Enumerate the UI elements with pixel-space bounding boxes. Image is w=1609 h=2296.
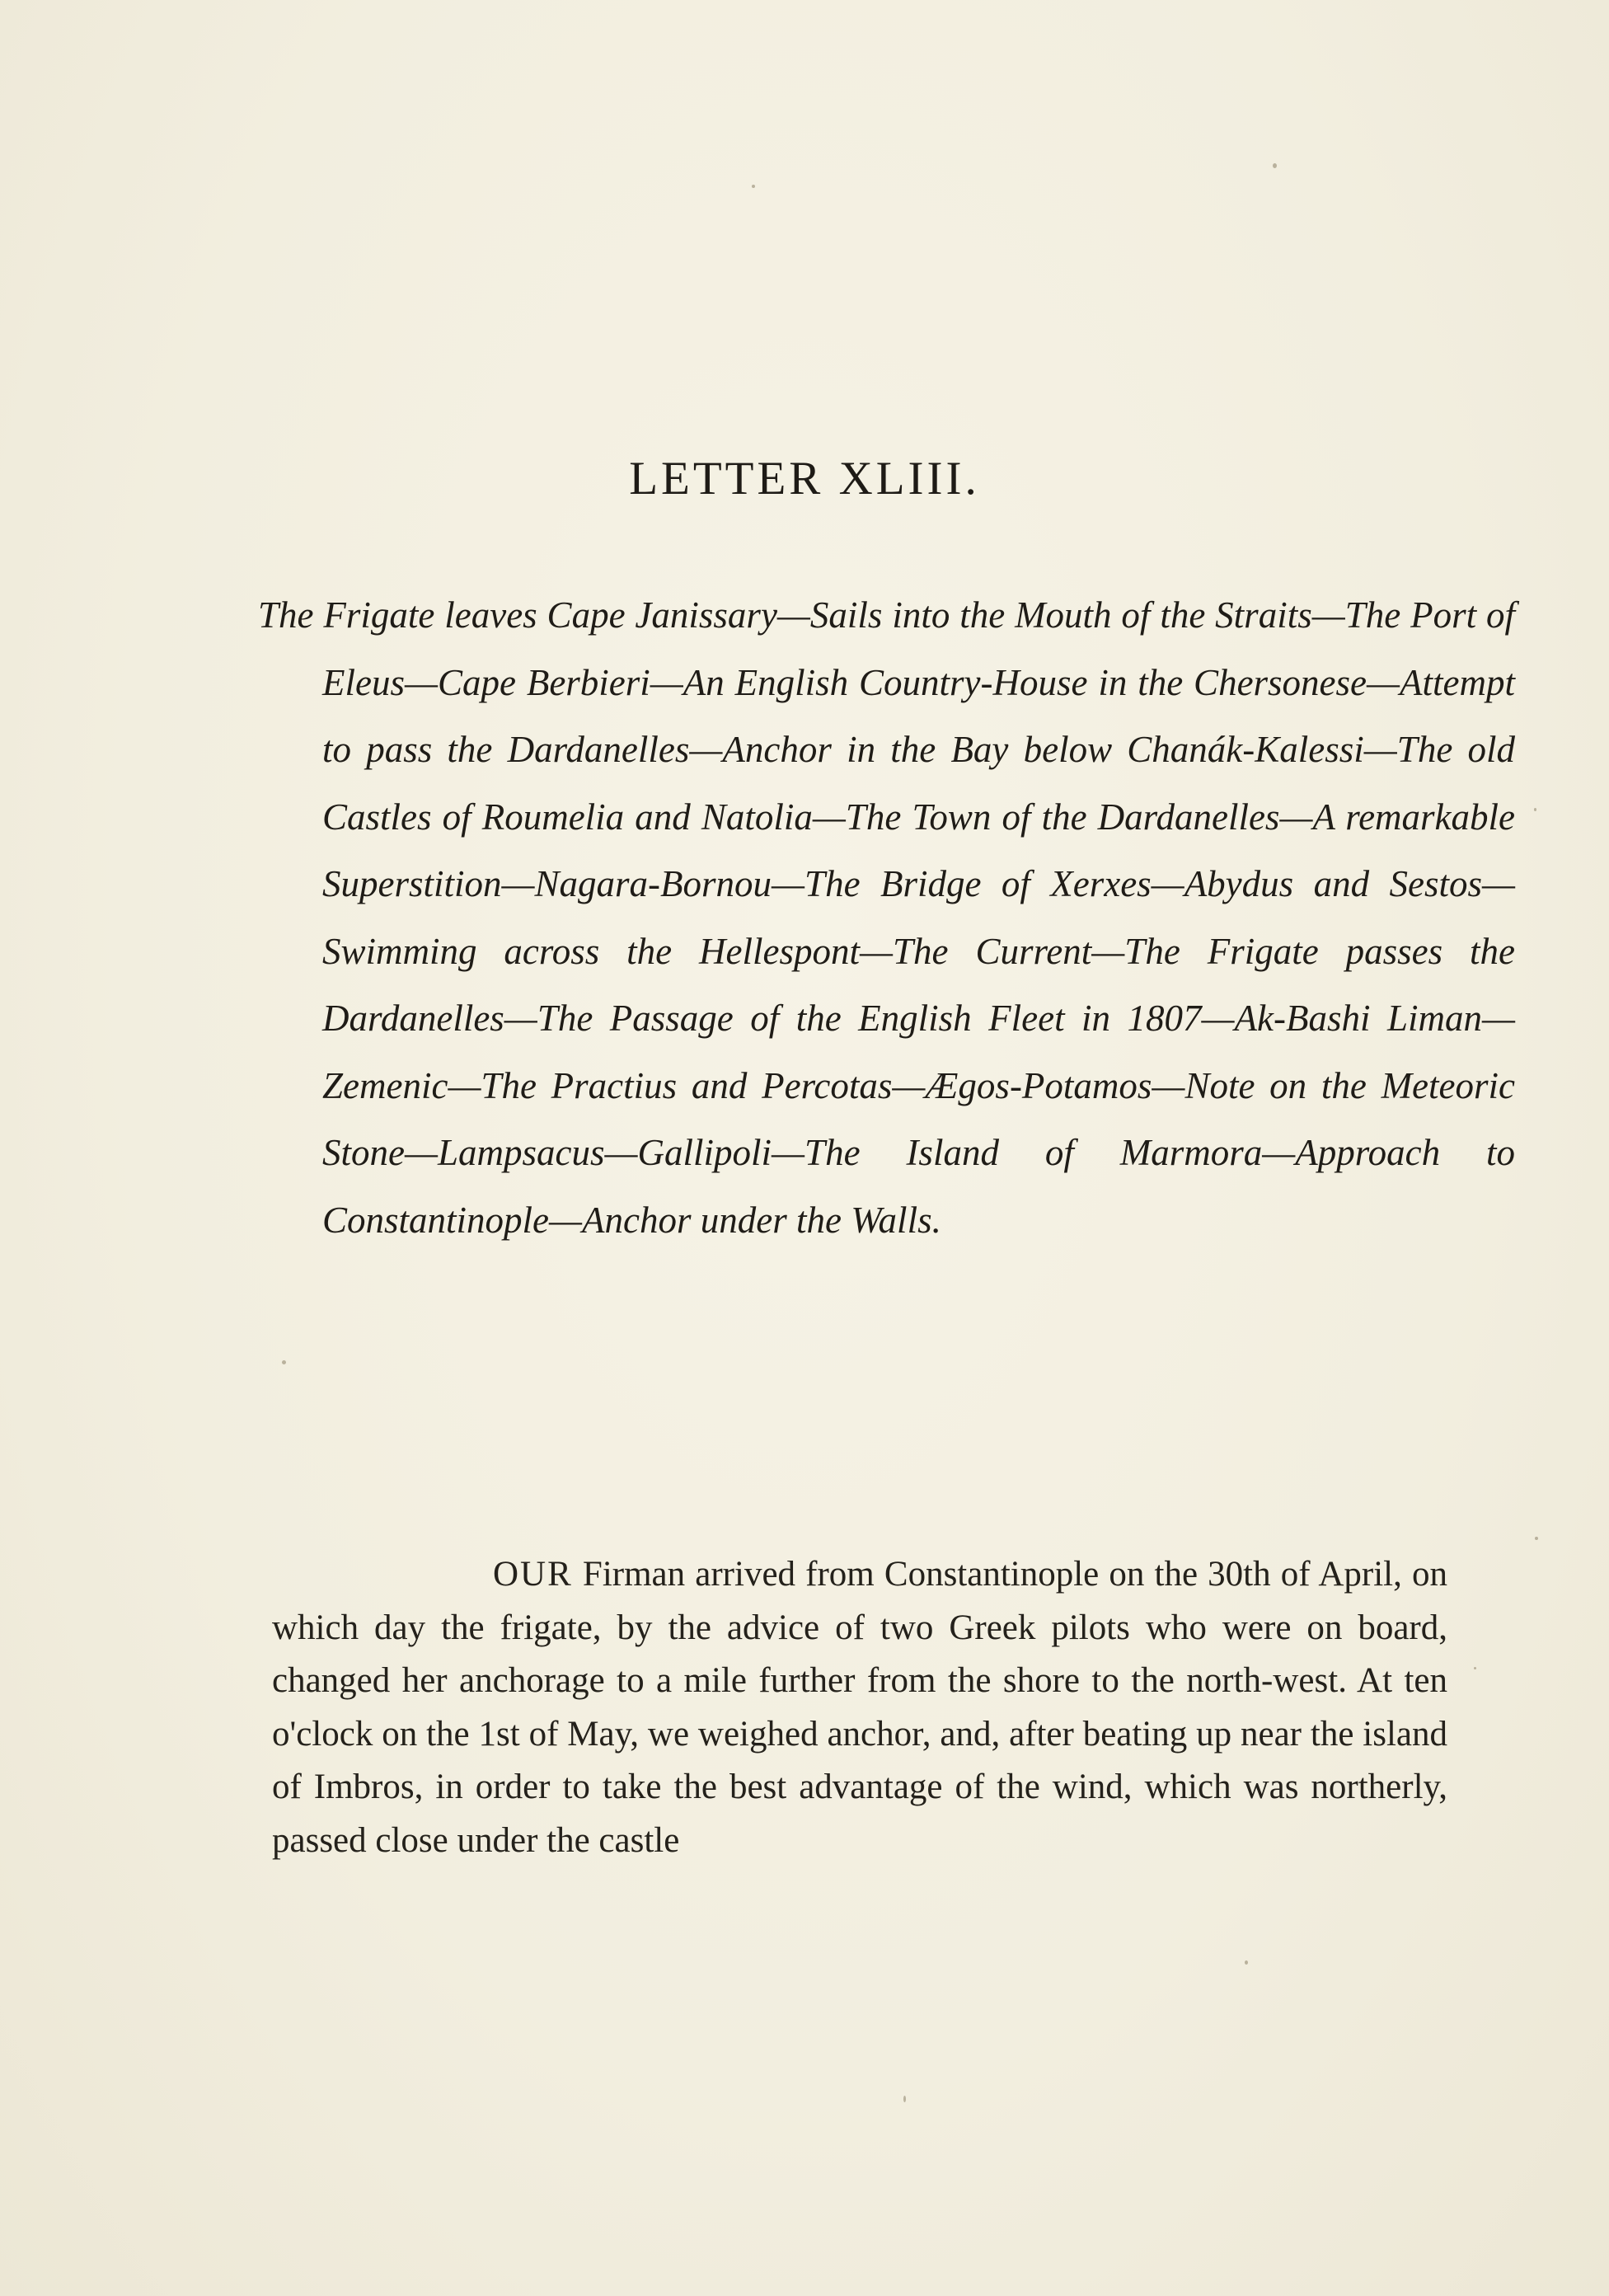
body-text: Firman arrived from Constantinople on the 30th of April, on which day the frigate, by the advice of two Greek pilots who were on board, changed her anchorage to a mile further from the shore to the north-west. At ten o'clock on the 1st of May, we weighed anchor, and, after beating up near the island of Imbros, in order to take the best advantage of the wind, which was northerly, passed close under the castle (272, 1555, 1447, 1860)
chapter-summary: The Frigate leaves Cape Janissary—Sails into the Mouth of the Straits—The Port of Eleus—Cape Berbieri—An English Country-House in the Chersonese—Attempt to pass the Dardanelles—Anchor in the Bay below Chanák-Kalessi—The old Castles of Roumelia and Natolia—The Town of the Dardanelles—A remarkable Superstition—Nagara-Bornou—The Bridge of Xerxes—Abydus and Sestos—Swimming across the Hellespont—The Current—The Frigate passes the Dardanelles—The Passage of the English Fleet in 1807—Ak-Bashi Liman—Zemenic—The Practius and Percotas—Ægos-Potamos—Note on the Meteoric Stone—Lampsacus—Gallipoli—The Island of Marmora—Approach to Constantinople—Anchor under the Walls. (258, 594, 1515, 1241)
paper-speck (1245, 1960, 1248, 1965)
paper-speck (1534, 808, 1536, 811)
letter-heading: LETTER XLIII. (629, 453, 980, 505)
paper-speck (1273, 163, 1277, 168)
paper-speck (1535, 1537, 1538, 1540)
paper-speck (752, 185, 755, 188)
paper-speck (903, 2096, 906, 2102)
paper-speck (1474, 1667, 1476, 1669)
body-paragraph (272, 1548, 1447, 1867)
paper-speck (282, 1360, 286, 1364)
body-lead-word: OUR (493, 1555, 573, 1594)
